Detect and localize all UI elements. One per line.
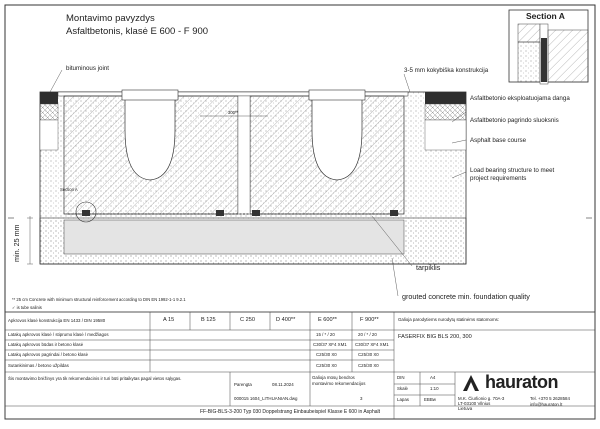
section-a-title: Section A <box>526 11 565 21</box>
note-2: ✓ is tube salinis <box>12 305 42 310</box>
revision: 3 <box>360 396 363 401</box>
table-cell: 15 / * / 20 <box>316 332 335 337</box>
approval-note-1: Galioja mūsų bendros <box>312 375 355 380</box>
asphalt-right <box>425 92 466 104</box>
load-bearing-line-2: project requirements <box>470 175 527 182</box>
class-f900: F 900** <box>360 317 379 323</box>
note-1: ** 25 cm Concrete with minimum structural reinforcement according to DIN EN 1992-1-1 9.2.1 <box>12 297 186 302</box>
table-cell: C25/30 X0 <box>358 363 379 368</box>
title-line-2: Asfaltbetonis, klasė E 600 - F 900 <box>66 26 209 37</box>
company-address-3: Lietuva <box>458 406 473 411</box>
class-a15: A 15 <box>163 317 175 323</box>
asphalt-wearing-label: Asfaltbetonio eksploatuojama danga <box>470 95 570 102</box>
company-name: hauraton <box>485 372 559 392</box>
scale-label: Skalė <box>397 386 408 391</box>
min-25-dimension: min. 25 mm <box>12 224 21 262</box>
scale-value: 1:10 <box>430 386 439 391</box>
hauraton-logo <box>455 373 580 395</box>
class-c250: C 250 <box>240 317 255 323</box>
bituminous-joint-label: bituminous joint <box>66 65 109 72</box>
date-label: Parengta <box>234 382 252 387</box>
table-row-label: Latakų apkrovos pagrindai / betono klasė <box>8 352 89 357</box>
asphalt-left <box>40 92 58 104</box>
table-row-label: Latakų apkrovos klasė / stiprumo klasė / medžiagos <box>8 332 109 337</box>
grouted-concrete-label: grouted concrete min. foundation quality <box>402 292 530 301</box>
sheet-value: EBBw <box>424 397 436 402</box>
asphalt-base-course-label: Asphalt base course <box>470 137 527 144</box>
table-cell: C30/37 XF4 XM1 <box>355 342 389 347</box>
table-row-label: Sutankinimas / betono užpildas <box>8 363 69 368</box>
sheet-label: Lapas <box>397 397 409 402</box>
class-d400: D 400** <box>276 317 296 323</box>
table-cell: C25/30 X0 <box>316 352 337 357</box>
table-cell: C25/30 X0 <box>358 352 379 357</box>
product-header: Galioja parodytiems nurodytų statinėms statomoms: <box>398 317 500 322</box>
joint-size-label: 3-5 mm kokybiška konstrukcija <box>404 67 489 74</box>
dimension-300: 300** <box>228 110 239 115</box>
format-label: DIN <box>397 375 405 380</box>
format-value: A4 <box>430 375 436 380</box>
company-address-2: LT-03100 Vilnius <box>458 401 491 406</box>
title-block-grid <box>5 312 595 419</box>
notes-lt: Šis montavimo brėžinys yra tik rekomendacinis ir turi būti pritaikytas pagal vietos sąlygas. <box>8 376 182 381</box>
tarpiklis-label: tarpiklis <box>416 263 441 272</box>
table-cell: C30/37 XF4 XM1 <box>313 342 347 347</box>
load-bearing-line-1: Load bearing structure to meet <box>470 167 555 174</box>
drawing-number: 000015 1604_LITHUANIAN.dwg <box>234 396 298 401</box>
date-value: 08.11.2024 <box>272 382 294 387</box>
class-b125: B 125 <box>201 317 216 323</box>
company-phone: Tel. +370 5 2628584 <box>530 396 570 401</box>
table-row-label: Latakų apkrovos būdas ir betono klasė <box>8 342 84 347</box>
hauraton-mark-icon <box>461 373 481 393</box>
section-a-small-label: Section A <box>60 187 78 192</box>
table-cell: C25/30 X0 <box>316 363 337 368</box>
approval-note-2: montavimo rekomendacijos <box>312 381 366 386</box>
title-line-1: Montavimo pavyzdys <box>66 13 155 24</box>
company-email: info@hauraton.lt <box>530 402 563 407</box>
footer-text: FF-BIG-BLS-3-200 Typ 030 Doppelstrang Einbaubeispiel Klasse E 600 in Asphalt <box>200 409 381 415</box>
product-name: FASERFIX BIG BLS 200, 300 <box>398 334 472 340</box>
table-cell: 20 / * / 20 <box>358 332 377 337</box>
class-e600: E 600** <box>318 317 337 323</box>
company-address-1: M.K. Čiurlionio g. 70A-3 <box>458 396 505 401</box>
asphalt-base-lt-label: Asfaltbetonio pagrindo sluoksnis <box>470 117 559 124</box>
table-row-header: Apkrovos klasė konstrukcija EN 1433 / DIN 19580 <box>8 318 106 323</box>
